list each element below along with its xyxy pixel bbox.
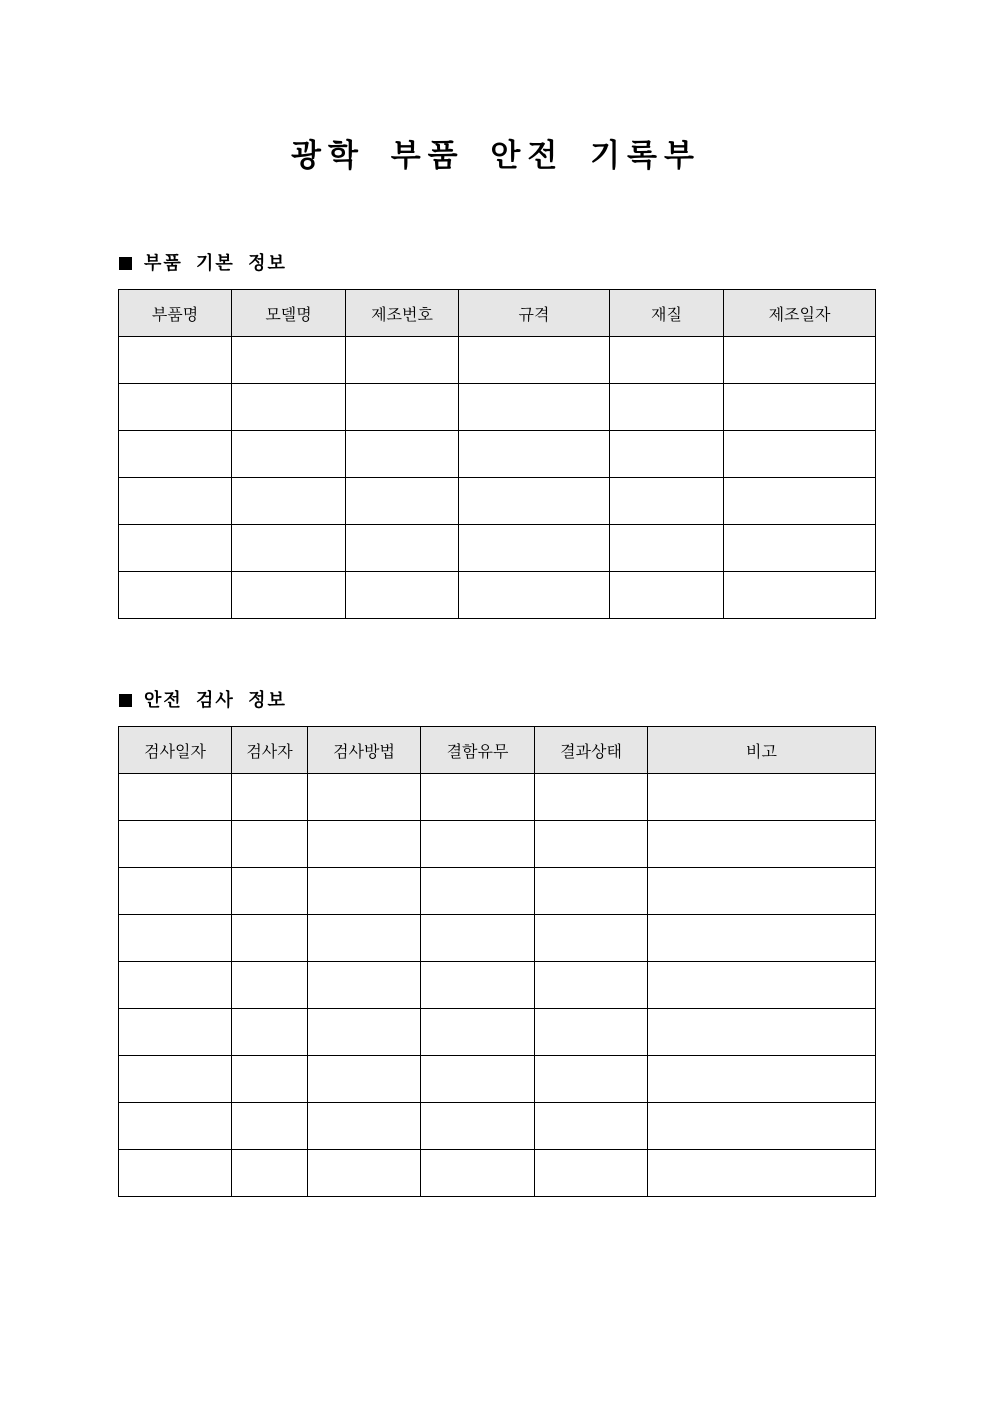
table-cell[interactable] xyxy=(346,384,459,431)
table-cell[interactable] xyxy=(724,384,876,431)
table-cell[interactable] xyxy=(421,821,535,868)
table-cell[interactable] xyxy=(421,1056,535,1103)
table-cell[interactable] xyxy=(648,1009,876,1056)
table-cell[interactable] xyxy=(610,337,724,384)
table-cell[interactable] xyxy=(308,1056,421,1103)
column-header: 제조번호 xyxy=(346,290,459,337)
square-bullet-icon xyxy=(119,694,132,707)
table-cell[interactable] xyxy=(119,821,232,868)
table-row xyxy=(119,915,876,962)
table-cell[interactable] xyxy=(308,1009,421,1056)
table-cell[interactable] xyxy=(119,774,232,821)
table-cell[interactable] xyxy=(232,1056,308,1103)
table-cell[interactable] xyxy=(535,1103,648,1150)
table-cell[interactable] xyxy=(610,478,724,525)
table-cell[interactable] xyxy=(119,1009,232,1056)
column-header: 결함유무 xyxy=(421,727,535,774)
column-header: 검사방법 xyxy=(308,727,421,774)
table-cell[interactable] xyxy=(232,868,308,915)
section-heading-inspection xyxy=(119,688,287,714)
table-cell[interactable] xyxy=(459,525,610,572)
table-cell[interactable] xyxy=(232,1150,308,1197)
table-cell[interactable] xyxy=(724,525,876,572)
table-row xyxy=(119,1056,876,1103)
table-cell[interactable] xyxy=(421,774,535,821)
table-cell[interactable] xyxy=(648,774,876,821)
section-heading-parts xyxy=(119,251,287,277)
table-cell[interactable] xyxy=(346,525,459,572)
table-cell[interactable] xyxy=(232,478,346,525)
table-cell[interactable] xyxy=(421,962,535,1009)
table-cell[interactable] xyxy=(119,337,232,384)
inspection-info-table xyxy=(118,726,876,1197)
table-cell[interactable] xyxy=(232,774,308,821)
table-cell[interactable] xyxy=(724,478,876,525)
page-title: 광학 부품 안전 기록부 xyxy=(291,138,701,174)
table-cell[interactable] xyxy=(119,868,232,915)
table-cell[interactable] xyxy=(119,1056,232,1103)
table-cell[interactable] xyxy=(232,384,346,431)
table-cell[interactable] xyxy=(119,572,232,619)
table-cell[interactable] xyxy=(535,915,648,962)
table-cell[interactable] xyxy=(648,1056,876,1103)
column-header: 결과상태 xyxy=(535,727,648,774)
table-cell[interactable] xyxy=(724,337,876,384)
table-cell[interactable] xyxy=(648,821,876,868)
table-header-row xyxy=(119,727,876,774)
table-row xyxy=(119,868,876,915)
column-header: 모델명 xyxy=(232,290,346,337)
table-cell[interactable] xyxy=(421,868,535,915)
table-cell[interactable] xyxy=(308,1150,421,1197)
table-row xyxy=(119,525,876,572)
table-cell[interactable] xyxy=(119,962,232,1009)
table-row xyxy=(119,1150,876,1197)
table-cell[interactable] xyxy=(535,821,648,868)
table-cell[interactable] xyxy=(346,337,459,384)
table-cell[interactable] xyxy=(459,478,610,525)
column-header: 검사일자 xyxy=(119,727,232,774)
table-cell[interactable] xyxy=(232,431,346,478)
table-cell[interactable] xyxy=(535,1150,648,1197)
table-cell[interactable] xyxy=(119,915,232,962)
table-cell[interactable] xyxy=(232,1103,308,1150)
table-cell[interactable] xyxy=(308,774,421,821)
table-cell[interactable] xyxy=(610,384,724,431)
table-cell[interactable] xyxy=(346,478,459,525)
table-row xyxy=(119,1103,876,1150)
table-cell[interactable] xyxy=(648,962,876,1009)
table-cell[interactable] xyxy=(308,915,421,962)
table-cell[interactable] xyxy=(119,478,232,525)
table-row xyxy=(119,478,876,525)
column-header: 검사자 xyxy=(232,727,308,774)
table-cell[interactable] xyxy=(308,868,421,915)
section-heading-inspection-label: 안전 검사 정보 xyxy=(144,690,287,711)
table-cell[interactable] xyxy=(232,915,308,962)
table-cell[interactable] xyxy=(232,962,308,1009)
parts-info-table xyxy=(118,289,876,619)
table-cell[interactable] xyxy=(346,572,459,619)
table-cell[interactable] xyxy=(610,525,724,572)
table-cell[interactable] xyxy=(648,868,876,915)
table-row xyxy=(119,337,876,384)
table-cell[interactable] xyxy=(610,572,724,619)
table-cell[interactable] xyxy=(232,572,346,619)
column-header: 비고 xyxy=(648,727,876,774)
table-cell[interactable] xyxy=(421,1103,535,1150)
table-cell[interactable] xyxy=(724,572,876,619)
column-header: 재질 xyxy=(610,290,724,337)
table-cell[interactable] xyxy=(610,431,724,478)
table-cell[interactable] xyxy=(119,1103,232,1150)
column-header: 규격 xyxy=(459,290,610,337)
table-cell[interactable] xyxy=(535,1009,648,1056)
table-cell[interactable] xyxy=(308,1103,421,1150)
table-row xyxy=(119,774,876,821)
table-cell[interactable] xyxy=(119,1150,232,1197)
table-cell[interactable] xyxy=(421,1150,535,1197)
table-cell[interactable] xyxy=(648,915,876,962)
table-cell[interactable] xyxy=(535,774,648,821)
table-row xyxy=(119,384,876,431)
table-cell[interactable] xyxy=(459,384,610,431)
table-row xyxy=(119,821,876,868)
table-cell[interactable] xyxy=(724,431,876,478)
table-cell[interactable] xyxy=(346,431,459,478)
table-cell[interactable] xyxy=(421,915,535,962)
table-row xyxy=(119,431,876,478)
table-cell[interactable] xyxy=(535,868,648,915)
table-header-row xyxy=(119,290,876,337)
table-cell[interactable] xyxy=(648,1103,876,1150)
table-row xyxy=(119,1009,876,1056)
column-header: 부품명 xyxy=(119,290,232,337)
table-cell[interactable] xyxy=(421,1009,535,1056)
table-cell[interactable] xyxy=(119,525,232,572)
table-cell[interactable] xyxy=(119,384,232,431)
table-cell[interactable] xyxy=(308,962,421,1009)
table-cell[interactable] xyxy=(232,1009,308,1056)
table-cell[interactable] xyxy=(232,821,308,868)
square-bullet-icon xyxy=(119,257,132,270)
table-cell[interactable] xyxy=(535,1056,648,1103)
table-cell[interactable] xyxy=(232,337,346,384)
section-heading-parts-label: 부품 기본 정보 xyxy=(144,253,287,274)
table-cell[interactable] xyxy=(459,337,610,384)
table-cell[interactable] xyxy=(648,1150,876,1197)
table-cell[interactable] xyxy=(308,821,421,868)
table-cell[interactable] xyxy=(459,431,610,478)
column-header: 제조일자 xyxy=(724,290,876,337)
table-row xyxy=(119,962,876,1009)
table-cell[interactable] xyxy=(119,431,232,478)
table-cell[interactable] xyxy=(232,525,346,572)
table-cell[interactable] xyxy=(459,572,610,619)
table-cell[interactable] xyxy=(535,962,648,1009)
table-row xyxy=(119,572,876,619)
